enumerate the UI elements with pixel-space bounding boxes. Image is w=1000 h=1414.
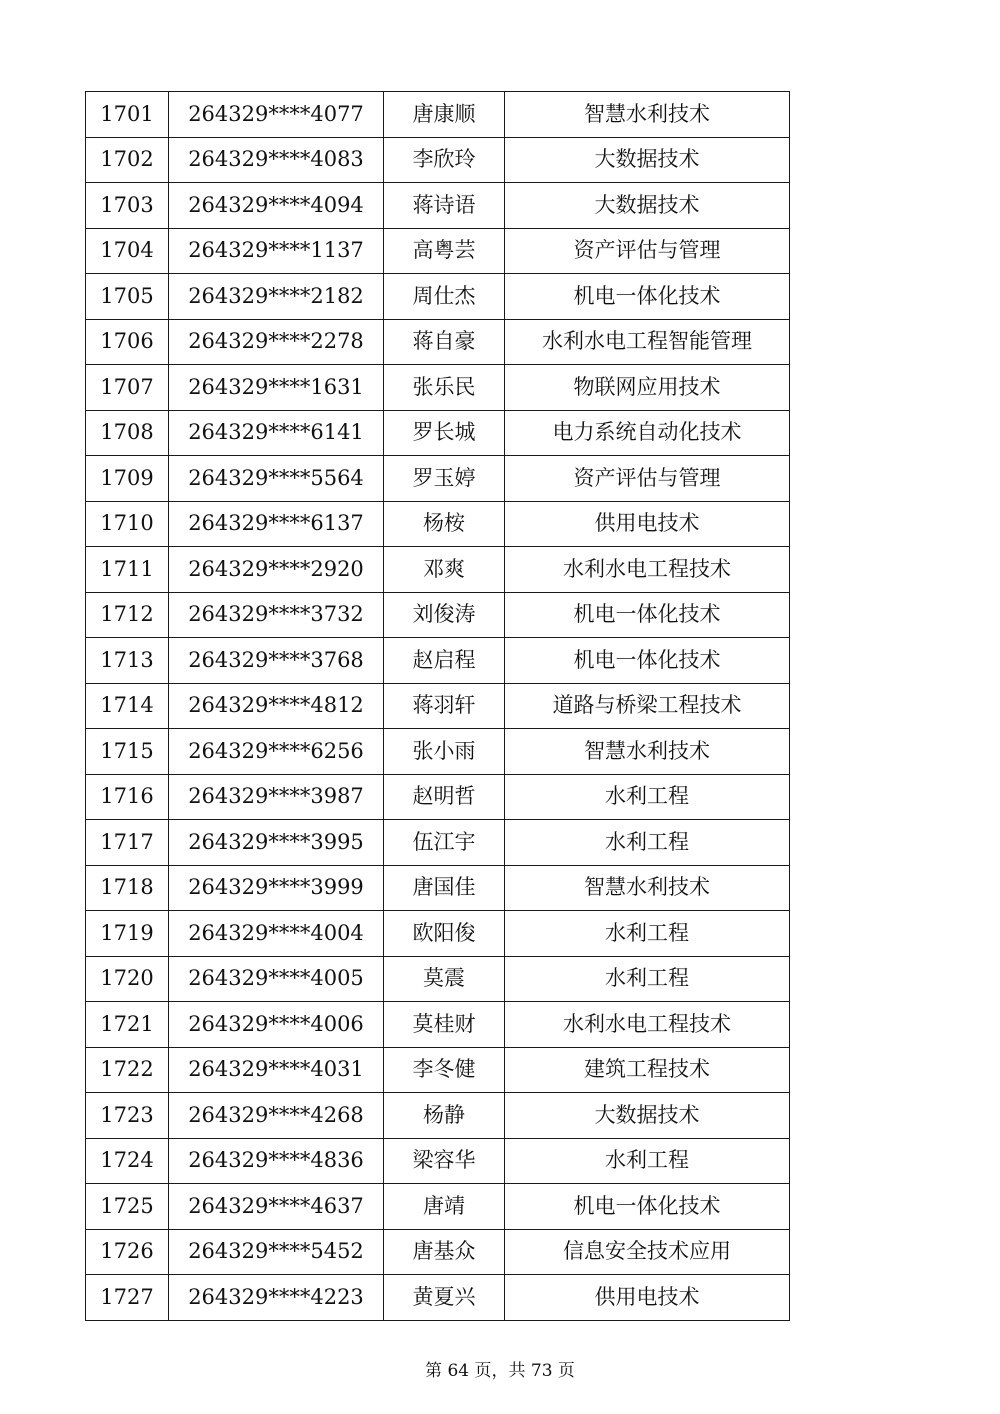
cell-major: 水利水电工程智能管理 bbox=[505, 319, 790, 365]
cell-major: 水利工程 bbox=[505, 820, 790, 866]
cell-major: 智慧水利技术 bbox=[505, 729, 790, 775]
table-row bbox=[86, 1002, 790, 1048]
cell-major: 大数据技术 bbox=[505, 183, 790, 229]
cell-serial-number: 1708 bbox=[86, 410, 169, 456]
cell-major: 水利水电工程技术 bbox=[505, 1002, 790, 1048]
cell-serial-number: 1726 bbox=[86, 1229, 169, 1275]
cell-id-number: 264329****4031 bbox=[169, 1047, 384, 1093]
table-row bbox=[86, 1093, 790, 1139]
cell-id-number: 264329****3999 bbox=[169, 865, 384, 911]
cell-major: 水利工程 bbox=[505, 956, 790, 1002]
table-row bbox=[86, 183, 790, 229]
cell-major: 机电一体化技术 bbox=[505, 638, 790, 684]
table-row bbox=[86, 92, 790, 138]
cell-name: 黄夏兴 bbox=[384, 1275, 505, 1321]
cell-serial-number: 1706 bbox=[86, 319, 169, 365]
cell-name: 伍江宇 bbox=[384, 820, 505, 866]
cell-major: 资产评估与管理 bbox=[505, 228, 790, 274]
cell-id-number: 264329****4006 bbox=[169, 1002, 384, 1048]
cell-serial-number: 1711 bbox=[86, 547, 169, 593]
table-row bbox=[86, 865, 790, 911]
table-row bbox=[86, 228, 790, 274]
cell-serial-number: 1721 bbox=[86, 1002, 169, 1048]
table-row bbox=[86, 319, 790, 365]
table-row bbox=[86, 274, 790, 320]
cell-name: 唐国佳 bbox=[384, 865, 505, 911]
cell-id-number: 264329****4637 bbox=[169, 1184, 384, 1230]
cell-name: 杨桉 bbox=[384, 501, 505, 547]
cell-name: 梁容华 bbox=[384, 1138, 505, 1184]
cell-id-number: 264329****4268 bbox=[169, 1093, 384, 1139]
table-row bbox=[86, 501, 790, 547]
cell-major: 机电一体化技术 bbox=[505, 1184, 790, 1230]
cell-major: 水利工程 bbox=[505, 911, 790, 957]
cell-id-number: 264329****3768 bbox=[169, 638, 384, 684]
cell-id-number: 264329****2278 bbox=[169, 319, 384, 365]
cell-name: 赵启程 bbox=[384, 638, 505, 684]
cell-serial-number: 1709 bbox=[86, 456, 169, 502]
cell-id-number: 264329****3987 bbox=[169, 774, 384, 820]
cell-major: 道路与桥梁工程技术 bbox=[505, 683, 790, 729]
cell-name: 李冬健 bbox=[384, 1047, 505, 1093]
cell-id-number: 264329****6137 bbox=[169, 501, 384, 547]
cell-name: 张小雨 bbox=[384, 729, 505, 775]
cell-name: 唐靖 bbox=[384, 1184, 505, 1230]
cell-name: 杨静 bbox=[384, 1093, 505, 1139]
roster-table bbox=[85, 91, 790, 1321]
table-row bbox=[86, 729, 790, 775]
cell-serial-number: 1714 bbox=[86, 683, 169, 729]
cell-serial-number: 1702 bbox=[86, 137, 169, 183]
table-row bbox=[86, 456, 790, 502]
cell-serial-number: 1710 bbox=[86, 501, 169, 547]
cell-id-number: 264329****6256 bbox=[169, 729, 384, 775]
cell-name: 罗玉婷 bbox=[384, 456, 505, 502]
table-row bbox=[86, 820, 790, 866]
cell-serial-number: 1724 bbox=[86, 1138, 169, 1184]
table-row bbox=[86, 137, 790, 183]
table-row bbox=[86, 410, 790, 456]
cell-name: 蒋自豪 bbox=[384, 319, 505, 365]
table-row bbox=[86, 774, 790, 820]
cell-name: 刘俊涛 bbox=[384, 592, 505, 638]
cell-major: 信息安全技术应用 bbox=[505, 1229, 790, 1275]
cell-id-number: 264329****2920 bbox=[169, 547, 384, 593]
cell-major: 机电一体化技术 bbox=[505, 592, 790, 638]
table-row bbox=[86, 365, 790, 411]
cell-id-number: 264329****4223 bbox=[169, 1275, 384, 1321]
table-row bbox=[86, 1275, 790, 1321]
cell-name: 罗长城 bbox=[384, 410, 505, 456]
cell-id-number: 264329****4077 bbox=[169, 92, 384, 138]
cell-major: 供用电技术 bbox=[505, 1275, 790, 1321]
cell-major: 大数据技术 bbox=[505, 1093, 790, 1139]
cell-major: 水利工程 bbox=[505, 1138, 790, 1184]
cell-serial-number: 1719 bbox=[86, 911, 169, 957]
cell-serial-number: 1707 bbox=[86, 365, 169, 411]
cell-serial-number: 1703 bbox=[86, 183, 169, 229]
cell-major: 智慧水利技术 bbox=[505, 92, 790, 138]
cell-serial-number: 1715 bbox=[86, 729, 169, 775]
cell-serial-number: 1705 bbox=[86, 274, 169, 320]
cell-id-number: 264329****4004 bbox=[169, 911, 384, 957]
cell-major: 水利水电工程技术 bbox=[505, 547, 790, 593]
roster-body bbox=[86, 92, 790, 1321]
cell-name: 李欣玲 bbox=[384, 137, 505, 183]
cell-id-number: 264329****4083 bbox=[169, 137, 384, 183]
cell-name: 蒋诗语 bbox=[384, 183, 505, 229]
cell-name: 高粤芸 bbox=[384, 228, 505, 274]
cell-serial-number: 1727 bbox=[86, 1275, 169, 1321]
cell-name: 莫震 bbox=[384, 956, 505, 1002]
cell-name: 唐康顺 bbox=[384, 92, 505, 138]
cell-major: 电力系统自动化技术 bbox=[505, 410, 790, 456]
table-row bbox=[86, 1229, 790, 1275]
cell-id-number: 264329****1631 bbox=[169, 365, 384, 411]
cell-serial-number: 1725 bbox=[86, 1184, 169, 1230]
cell-serial-number: 1718 bbox=[86, 865, 169, 911]
cell-name: 欧阳俊 bbox=[384, 911, 505, 957]
cell-major: 智慧水利技术 bbox=[505, 865, 790, 911]
cell-id-number: 264329****4094 bbox=[169, 183, 384, 229]
cell-id-number: 264329****2182 bbox=[169, 274, 384, 320]
cell-id-number: 264329****4812 bbox=[169, 683, 384, 729]
cell-serial-number: 1720 bbox=[86, 956, 169, 1002]
cell-serial-number: 1722 bbox=[86, 1047, 169, 1093]
cell-id-number: 264329****4005 bbox=[169, 956, 384, 1002]
cell-major: 供用电技术 bbox=[505, 501, 790, 547]
cell-serial-number: 1712 bbox=[86, 592, 169, 638]
cell-id-number: 264329****4836 bbox=[169, 1138, 384, 1184]
table-row bbox=[86, 1184, 790, 1230]
cell-name: 蒋羽轩 bbox=[384, 683, 505, 729]
table-row bbox=[86, 1138, 790, 1184]
table-row bbox=[86, 592, 790, 638]
cell-major: 建筑工程技术 bbox=[505, 1047, 790, 1093]
cell-serial-number: 1701 bbox=[86, 92, 169, 138]
cell-major: 物联网应用技术 bbox=[505, 365, 790, 411]
cell-serial-number: 1717 bbox=[86, 820, 169, 866]
cell-serial-number: 1723 bbox=[86, 1093, 169, 1139]
cell-serial-number: 1713 bbox=[86, 638, 169, 684]
cell-major: 水利工程 bbox=[505, 774, 790, 820]
table-row bbox=[86, 683, 790, 729]
cell-serial-number: 1716 bbox=[86, 774, 169, 820]
table-row bbox=[86, 1047, 790, 1093]
cell-name: 周仕杰 bbox=[384, 274, 505, 320]
cell-name: 张乐民 bbox=[384, 365, 505, 411]
cell-id-number: 264329****3732 bbox=[169, 592, 384, 638]
table-row bbox=[86, 638, 790, 684]
cell-id-number: 264329****6141 bbox=[169, 410, 384, 456]
cell-major: 机电一体化技术 bbox=[505, 274, 790, 320]
cell-id-number: 264329****5452 bbox=[169, 1229, 384, 1275]
cell-major: 资产评估与管理 bbox=[505, 456, 790, 502]
cell-name: 莫桂财 bbox=[384, 1002, 505, 1048]
cell-id-number: 264329****1137 bbox=[169, 228, 384, 274]
cell-name: 唐基众 bbox=[384, 1229, 505, 1275]
cell-name: 邓爽 bbox=[384, 547, 505, 593]
cell-id-number: 264329****3995 bbox=[169, 820, 384, 866]
table-row bbox=[86, 956, 790, 1002]
cell-name: 赵明哲 bbox=[384, 774, 505, 820]
table-row bbox=[86, 547, 790, 593]
cell-serial-number: 1704 bbox=[86, 228, 169, 274]
page-footer: 第 64 页，共 73 页 bbox=[425, 1361, 575, 1381]
cell-major: 大数据技术 bbox=[505, 137, 790, 183]
table-row bbox=[86, 911, 790, 957]
cell-id-number: 264329****5564 bbox=[169, 456, 384, 502]
